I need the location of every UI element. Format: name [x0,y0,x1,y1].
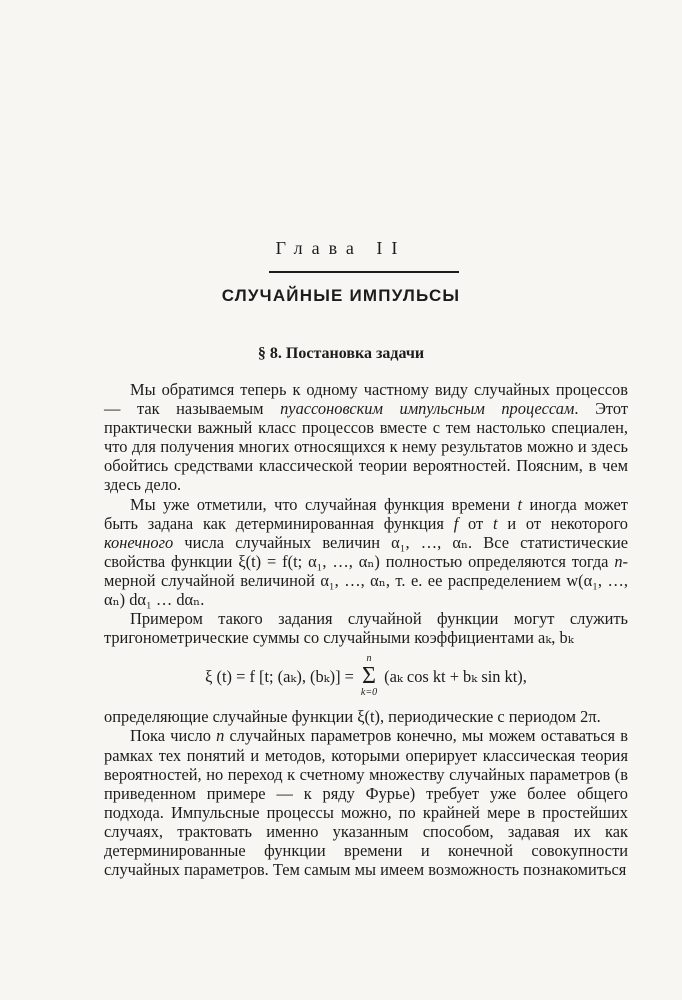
paragraph-1 [104,380,628,495]
paragraph-1-emphasis: пуассоновским импульсным процессам [280,399,575,419]
paragraph-2-text-a: Мы уже отметили, что случайная функция времени [130,494,518,514]
summation [361,654,377,698]
paragraph-2-var-t: t [517,494,523,514]
body-text [104,380,628,879]
formula-lhs: ξ (t) = f [t; (aₖ), (bₖ)] = [205,666,354,686]
paragraph-2-text-d: и от некоторого [497,513,628,533]
chapter-divider [269,271,459,273]
formula-rhs: (aₖ cos kt + bₖ sin kt), [384,666,527,686]
sum-lower-limit: k=0 [360,687,378,699]
paragraph-5-text-a: Пока число [130,726,217,746]
paragraph-1-text-b: . Этот практически важный класс процессов вместе с тем настолько специален, что для получения многих относящихся к нему результатов можно и здесь обойтись средствами классической теории вероятностей. Поясним, в чем здесь дело. [104,399,628,495]
formula [104,654,628,698]
section-title: § 8. Постановка задачи [257,345,425,362]
paragraph-5-text-b: случайных параметров конечно, мы можем оставаться в рамках тех понятий и методов, которыми оперирует классическая теория вероятностей, но переход к счетному множеству случайных параметров (в приведенном примере — к ряду Фурье) требует уже более общего подхода. Импульсные процессы можно, по крайней мере в простейших случаях, трактовать именно указанным способом, задавая их как детерминированные функции времени и конечной совокупности случайных параметров. Тем самым мы имеем возможность познакомиться [104,726,628,880]
paragraph-2 [104,495,628,610]
paragraph-2-emphasis: конечного [104,532,174,552]
paragraph-2-text-g: -мерной случайной величиной α₁, …, αₙ, т. е. ее распределением w(α₁, …, αₙ) dα₁ … dαₙ. [104,551,628,610]
paragraph-2-text-e: числа случайных величин α₁, …, αₙ. Все статистические свойства функции ξ(t) = f(t; α₁, …, αₙ) полностью определяются тогда [104,532,628,571]
paragraph-1-text-a: Мы обратимся теперь к одному частному виду случайных процессов — так называемым [104,380,628,419]
paragraph-2-var-n: n [614,551,623,571]
paragraph-2-var-t2: t [492,513,498,533]
paragraph-2-var-f: f [453,513,459,533]
paragraph-3: Примером такого задания случайной функции могут служить тригонометрические суммы со случайными коэффициентами aₖ, bₖ [104,609,628,648]
sum-sign: Σ [362,663,376,690]
sum-upper-limit: n [366,653,372,665]
chapter-label: Глава II [275,238,407,258]
paragraph-2-text-b: иногда может быть задана как детерминированная функция [104,494,628,533]
chapter-title: СЛУЧАЙНЫЕ ИМПУЛЬСЫ [221,286,461,305]
paragraph-5 [104,726,628,879]
paragraph-2-text-c: от [458,513,493,533]
paragraph-5-var-n: n [216,726,225,746]
paragraph-4: определяющие случайные функции ξ(t), периодические с периодом 2π. [104,707,601,727]
